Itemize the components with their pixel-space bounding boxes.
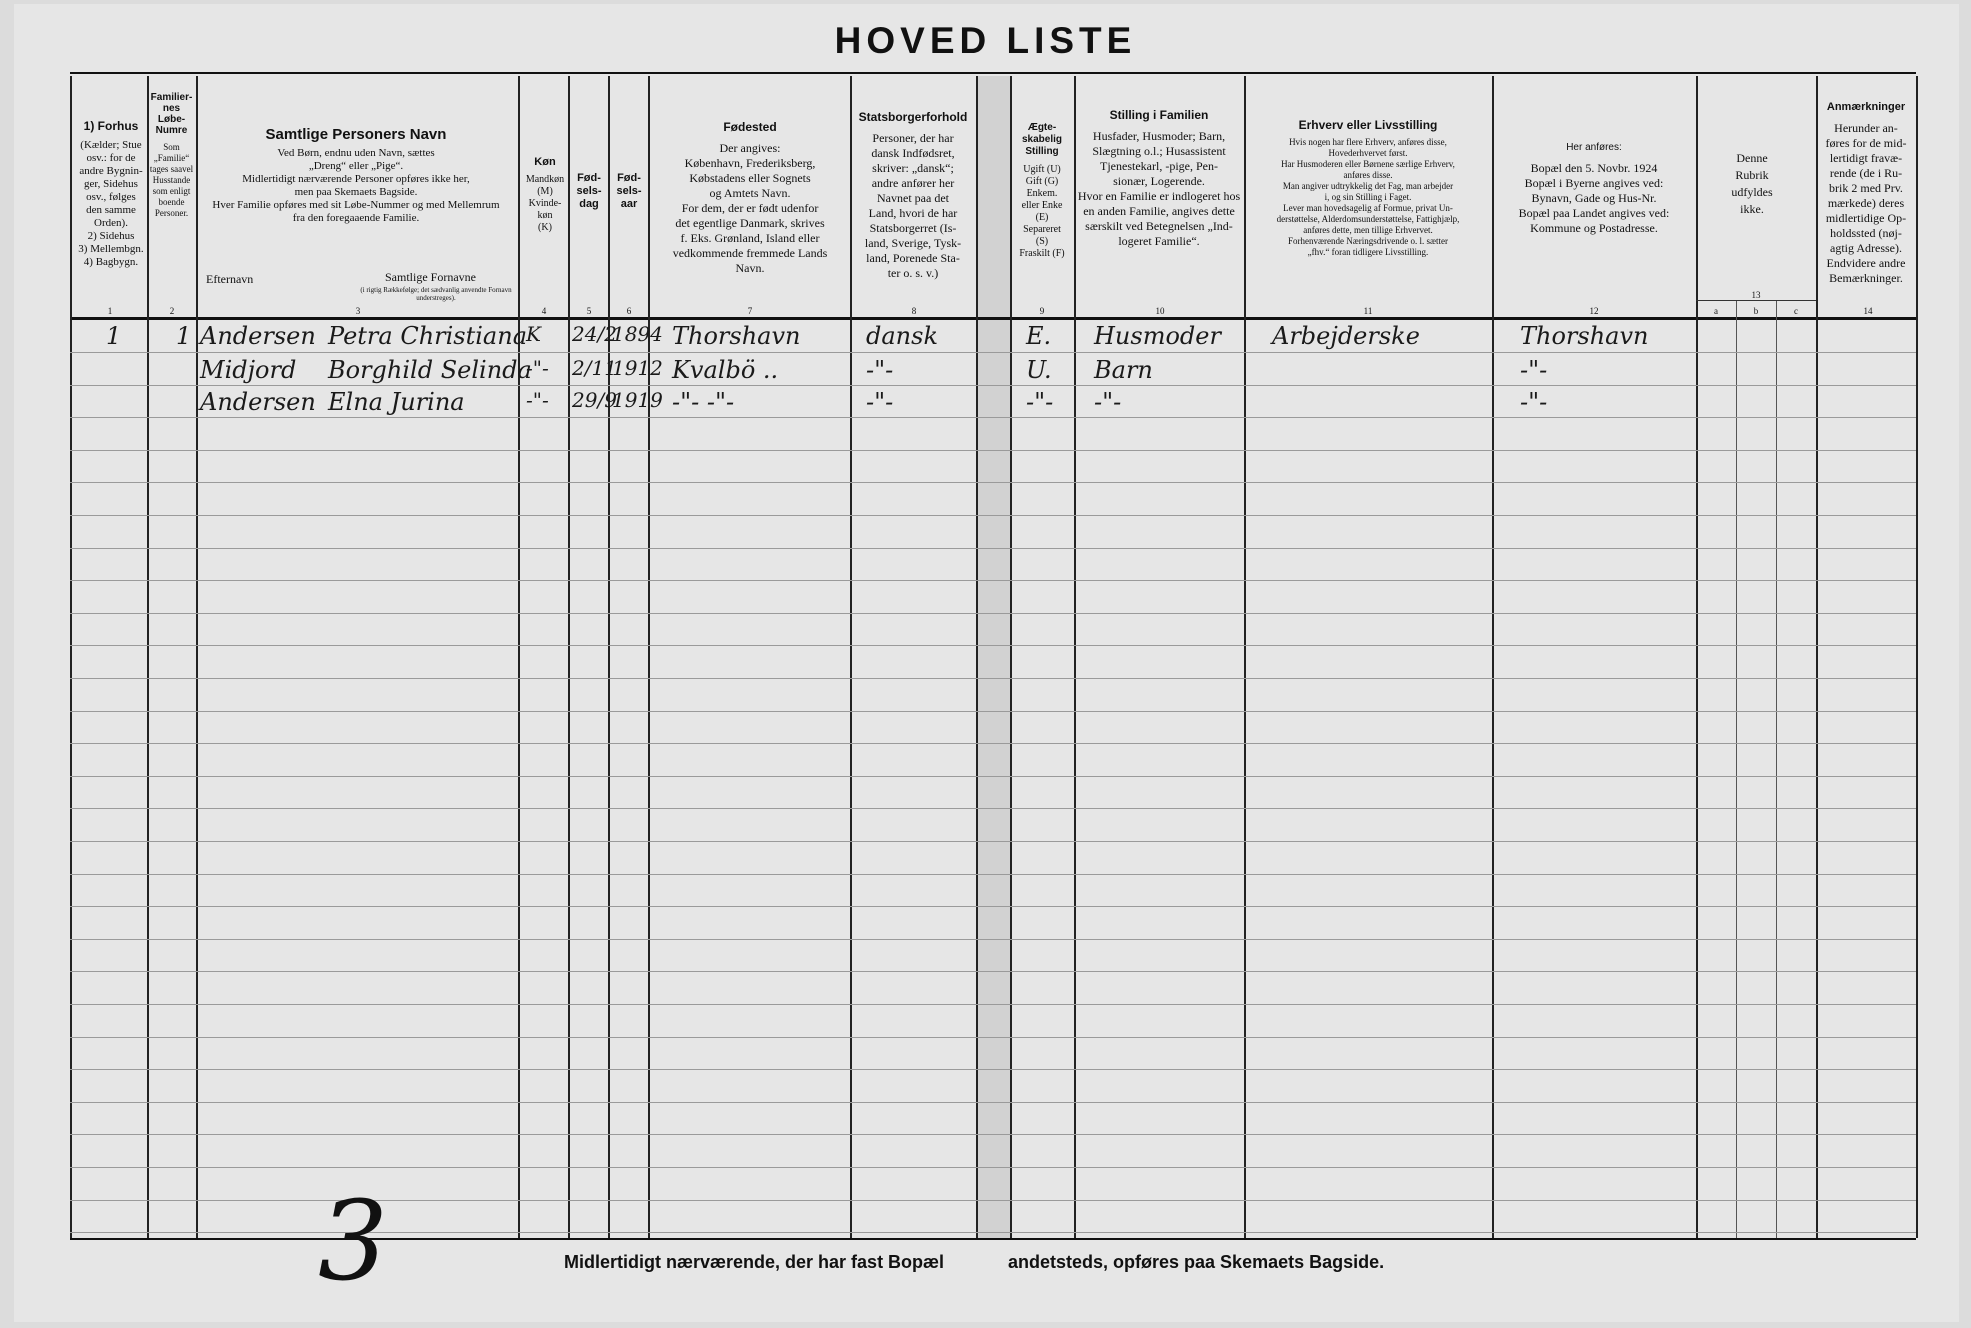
header-line: Husstande — [152, 175, 191, 185]
ruled-line — [70, 385, 1916, 386]
col13-sub-rule — [1696, 300, 1816, 301]
header-line: midlertidige Op- — [1825, 211, 1907, 225]
entry-fodested: Thorshavn — [672, 322, 801, 350]
ruled-line — [70, 352, 1916, 353]
header-line: (E) — [1035, 212, 1049, 223]
col10-header: Stilling i Familien Husfader, Husmoder; Barn, Slægtning o.l.; Husassistent Tjenestekarl, -pige, Pen- sionær, Logerende. Hvor en Familie er indlogeret hos en anden Familie, angives dette særskilt ved Betegnelsen „Ind- logeret Familie“. — [1077, 108, 1241, 248]
header-line: mærkede) deres — [1827, 196, 1905, 210]
header-line: Mandkøn — [525, 174, 565, 185]
subcolumn-letter: c — [1794, 306, 1798, 316]
header-line: Personer. — [154, 208, 189, 218]
ruled-line — [70, 1134, 1916, 1135]
entry-efternavn: Andersen — [200, 322, 316, 350]
header-line: Midlertidigt nærværende Personer opføres ikke her, — [242, 173, 470, 185]
top-rule — [70, 72, 1916, 74]
entry-fornavne: Elna Jurina — [328, 388, 465, 416]
column-divider — [196, 76, 198, 1238]
entry-aegte: E. — [1026, 322, 1052, 350]
column-number: 1 — [107, 306, 113, 316]
header-line: ger, Sidehus — [84, 178, 138, 190]
col8-header: Statsborgerforhold Personer, der har dansk Indfødsret, skriver: „dansk“; andre anfører her Navnet paa det Land, hvori de har Statsborgerret (Is- land, Sverige, Tysk- land, Porenede Sta- ter o. s. v.) — [852, 110, 974, 281]
col13-header — [1702, 150, 1802, 218]
col3-header: Samtlige Personers Navn Ved Børn, endnu uden Navn, sættes „Dreng“ eller „Pige“. Midlertidigt nærværende Personer opføres ikke her, men paa Skemaets Bagside. Hver Familie opføres med sit Løbe-Nummer og med Mellemrum fra den foregaaende Familie. — [200, 128, 512, 225]
column-divider — [1916, 76, 1918, 1238]
subcolumn-letter: b — [1753, 306, 1759, 316]
header-line: Tjenestekarl, -pige, Pen- — [1100, 159, 1218, 173]
column-divider — [648, 76, 650, 1238]
header-line: anføres dette, men tillige Erhvervet. — [1303, 225, 1433, 235]
entry-fornavne: Petra Christiana — [328, 322, 528, 350]
header-line: (K) — [538, 222, 552, 233]
ruled-line — [70, 906, 1916, 907]
header-line: Har Husmoderen eller Børnene særlige Erhverv, — [1281, 159, 1455, 169]
header-line: boende — [158, 197, 185, 207]
header-line: som enligt — [152, 186, 191, 196]
header-line: den samme — [86, 204, 136, 216]
ruled-line — [70, 808, 1916, 809]
header-line: Gift (G) — [1025, 176, 1059, 187]
header-line: Bopæl i Byerne angives ved: — [1524, 176, 1664, 190]
header-line: og Amtets Navn. — [709, 186, 791, 200]
header-line: fra den foregaaende Familie. — [292, 212, 420, 224]
entry-efternavn: Midjord — [200, 356, 297, 384]
column-divider — [1736, 300, 1737, 1238]
entry-kon: -"- — [526, 388, 549, 412]
ruled-line — [70, 515, 1916, 516]
col14-header: Anmærkninger Herunder an- føres for de mid- lertidigt fravæ- rende (de i Ru- brik 2 med Prv. mærkede) deres midlertidige Op- holdssted (nøj- agtig Adresse). Endvidere andre Bemærkninger. — [1818, 100, 1914, 286]
header-line: Statsborgerret (Is- — [869, 221, 957, 235]
ruled-line — [70, 971, 1916, 972]
ruled-line — [70, 450, 1916, 451]
header-line: Navn. — [735, 261, 765, 275]
page-title: HOVED LISTE — [834, 20, 1137, 61]
entry-col2: 1 — [176, 322, 192, 350]
header-line: (Kælder; Stue — [80, 139, 142, 151]
column-number: 3 — [355, 306, 361, 316]
entry-stat: -"- — [866, 356, 894, 384]
page-number: 3 — [318, 1177, 388, 1305]
col6-header: Fød-sels-aar — [616, 172, 642, 210]
header-line: tages saavel — [149, 164, 194, 174]
entry-fornavne: Borghild Selinda — [328, 356, 532, 384]
header-line: føres for de mid- — [1825, 136, 1907, 150]
col7-header: Fødested Der angives: København, Frederiksberg, Købstadens eller Sognets og Amtets Navn. For dem, der er født udenfor det egentlige Danmark, skrives f. Eks. Grønland, Island eller vedkommende fremmede Lands Navn. — [652, 120, 848, 276]
col7-lines — [652, 141, 848, 276]
header-line: anføres disse. — [1343, 170, 1393, 180]
col5-header: Fød-sels-dag — [576, 172, 602, 210]
header-line: Slægtning o.l.; Husassistent — [1092, 144, 1226, 158]
header-line: Herunder an- — [1834, 121, 1898, 135]
header-line: Orden). — [94, 217, 128, 229]
column-divider — [1492, 76, 1494, 1238]
ruled-line — [70, 548, 1916, 549]
entry-fodested: -"- -"- — [672, 388, 735, 416]
column-number: 13 — [1751, 290, 1761, 300]
page-gutter — [976, 76, 1010, 1238]
header-line: vedkommende fremmede Lands — [672, 246, 828, 260]
ruled-line — [70, 874, 1916, 875]
column-divider — [518, 76, 520, 1238]
column-divider — [976, 76, 978, 1238]
col9-lines — [1012, 164, 1072, 260]
header-line: Husfader, Husmoder; Barn, — [1092, 129, 1226, 143]
col12-header: Her anføres: Bopæl den 5. Novbr. 1924 Bopæl i Byerne angives ved: Bynavn, Gade og Hus-Nr. Bopæl paa Landet angives ved: Kommune og Postadresse. — [1496, 140, 1692, 236]
col14-lines — [1818, 121, 1914, 286]
entry-aegte: -"- — [1026, 388, 1054, 416]
ruled-line — [70, 482, 1916, 483]
header-line: land, Sverige, Tysk- — [864, 236, 962, 250]
entry-dag: 2/11 — [572, 356, 617, 380]
column-number: 7 — [747, 306, 753, 316]
ruled-line — [70, 1167, 1916, 1168]
col2-header: Familier-nes Løbe-Numre Som „Familie“ tages saavel Husstande som enligt boende Personer. — [149, 92, 194, 218]
column-number: 10 — [1155, 306, 1165, 316]
header-bottom-rule — [70, 317, 1916, 320]
column-number: 12 — [1589, 306, 1599, 316]
header-line: osv., følges — [86, 191, 136, 203]
col13-heading: Denne Rubrik udfyldes ikke. — [1731, 151, 1773, 216]
header-line: Endvidere andre — [1826, 256, 1906, 270]
ruled-line — [70, 1069, 1916, 1070]
header-line: „fhv.“ foran tidligere Livsstilling. — [1307, 247, 1429, 257]
header-line: Kommune og Postadresse. — [1530, 221, 1658, 235]
header-line: 2) Sidehus — [87, 230, 135, 242]
header-line: sionær, Logerende. — [1113, 174, 1205, 188]
entry-aar: 1912 — [612, 356, 663, 380]
entry-stilling: -"- — [1094, 388, 1122, 416]
ruled-line — [70, 743, 1916, 744]
header-line: holdssted (nøj- — [1830, 226, 1902, 240]
column-number: 6 — [626, 306, 632, 316]
header-line: For dem, der er født udenfor — [681, 201, 819, 215]
header-line: skriver: „dansk“; — [872, 161, 954, 175]
header-line: 4) Bagbygn. — [83, 256, 139, 268]
column-number: 5 — [586, 306, 592, 316]
col11-lines — [1246, 137, 1490, 258]
header-line: Kvinde- — [528, 198, 562, 209]
header-line: Der angives: — [719, 141, 781, 155]
header-line: Bopæl paa Landet angives ved: — [1518, 206, 1670, 220]
header-line: land, Porenede Sta- — [866, 251, 960, 265]
entry-kon: -"- — [526, 356, 549, 380]
footer-left: Midlertidigt nærværende, der har fast Bopæl — [564, 1252, 945, 1272]
column-number: 2 — [169, 306, 175, 316]
ruled-line — [70, 580, 1916, 581]
footer-right: andetsteds, opføres paa Skemaets Bagside. — [1008, 1252, 1385, 1272]
ruled-line — [70, 645, 1916, 646]
header-line: Bemærkninger. — [1829, 271, 1903, 285]
header-line: Separeret — [1023, 224, 1061, 235]
header-line: osv.: for de — [86, 152, 136, 164]
entry-kon: K — [526, 322, 541, 346]
column-divider — [1696, 76, 1698, 1238]
header-line: men paa Skemaets Bagside. — [294, 186, 418, 198]
header-line: Ugift (U) — [1023, 164, 1061, 175]
header-line: Man angiver udtrykkelig det Fag, man arbejder — [1282, 181, 1454, 191]
entry-stilling: Husmoder — [1094, 322, 1221, 350]
entry-aar: 1919 — [612, 388, 663, 412]
col3-sub-note: (i rigtig Rækkefølge; det sædvanlig anvendte Fornavn understreges). — [360, 286, 512, 302]
entry-erhverv: Arbejderske — [1272, 322, 1420, 350]
entry-stilling: Barn — [1094, 356, 1153, 384]
col3-lines — [200, 147, 512, 225]
entry-stat: dansk — [866, 322, 938, 350]
entry-dag: 24/2 — [572, 322, 617, 346]
column-number: 14 — [1863, 306, 1873, 316]
header-line: det egentlige Danmark, skrives — [675, 216, 825, 230]
header-line: Købstadens eller Sognets — [689, 171, 811, 185]
header-line: Hvis nogen har flere Erhverv, anføres disse, — [1289, 137, 1447, 147]
header-line: agtig Adresse). — [1830, 241, 1902, 255]
ruled-line — [70, 678, 1916, 679]
entry-dag: 29/9 — [572, 388, 617, 412]
header-line: Bopæl den 5. Novbr. 1924 — [1530, 161, 1658, 175]
col1-header: 1) Forhus (Kælder; Stue osv.: for de andre Bygnin- ger, Sidehus osv., følges den samme Orden). 2) Sidehus 3) Mellembgn. 4) Bagbygn. — [74, 120, 148, 269]
header-line: Land, hvori de har — [868, 206, 958, 220]
ruled-line — [70, 1037, 1916, 1038]
ruled-line — [70, 613, 1916, 614]
header-line: Bynavn, Gade og Hus-Nr. — [1531, 191, 1657, 205]
ruled-line — [70, 1004, 1916, 1005]
header-line: køn — [537, 210, 553, 221]
col2-lines — [149, 142, 194, 219]
header-line: f. Eks. Grønland, Island eller — [680, 231, 820, 245]
header-line: brik 2 med Prv. — [1829, 181, 1903, 195]
col9-header: Ægte-skabelig Stilling Ugift (U) Gift (G) Enkem. eller Enke (E) Separeret (S) Fraskilt (F) — [1012, 122, 1072, 260]
entry-bopael: Thorshavn — [1520, 322, 1649, 350]
header-line: logeret Familie“. — [1118, 234, 1200, 248]
header-line: København, Frederiksberg, — [684, 156, 816, 170]
header-line: Lever man hovedsagelig af Formue, privat Un- — [1283, 203, 1453, 213]
ruled-line — [70, 776, 1916, 777]
subcolumn-letter: a — [1714, 306, 1718, 316]
ruled-line — [70, 939, 1916, 940]
header-line: Hver Familie opføres med sit Løbe-Nummer og med Mellemrum — [212, 199, 500, 211]
column-number: 9 — [1039, 306, 1045, 316]
header-line: (M) — [537, 186, 553, 197]
entry-aar: 1894 — [612, 322, 663, 346]
col3-sub-left: Efternavn — [206, 272, 254, 286]
header-line: andre anfører her — [871, 176, 955, 190]
col12-lines — [1496, 161, 1692, 236]
header-line: særskilt ved Betegnelsen „Ind- — [1085, 219, 1233, 233]
header-line: derstøttelse, Alderdomsunderstøttelse, Fattighjælp, — [1276, 214, 1460, 224]
entry-stat: -"- — [866, 388, 894, 416]
col11-header: Erhverv eller Livsstilling Hvis nogen har flere Erhverv, anføres disse, Hovederhvervet først. Har Husmoderen eller Børnene særlige Erhverv, anføres disse. Man angiver udtrykkelig det Fag, man arbejder i, og sin Stilling i Faget. Lever man hovedsagelig af Formue, privat Un- derstøttelse, Alderdomsunderstøttelse, Fattighjælp, anføres dette, men tillige Erhvervet. Forhenværende Næringsdrivende o. l. sætter „fhv.“ foran tidligere Livsstilling. — [1246, 120, 1490, 258]
header-line: Hovederhvervet først. — [1328, 148, 1408, 158]
header-line: (S) — [1035, 236, 1049, 247]
header-line: Enkem. — [1026, 188, 1058, 199]
ruled-line — [70, 417, 1916, 418]
header-line: dansk Indfødsret, — [871, 146, 955, 160]
col4-lines — [520, 174, 570, 234]
entry-bopael: -"- — [1520, 388, 1548, 416]
header-line: Som „Familie“ — [153, 142, 190, 163]
column-number: 8 — [911, 306, 917, 316]
col10-lines — [1076, 129, 1242, 249]
entry-efternavn: Andersen — [200, 388, 316, 416]
column-divider — [1776, 300, 1777, 1238]
col3-sub-right: Samtlige Fornavne — [385, 270, 476, 284]
entry-aegte: U. — [1026, 356, 1052, 384]
column-divider — [1074, 76, 1076, 1238]
column-number: 4 — [541, 306, 547, 316]
col4-header: Køn Mandkøn (M) Kvinde- køn (K) — [520, 156, 570, 234]
ruled-line — [70, 841, 1916, 842]
header-line: Ved Børn, endnu uden Navn, sættes — [277, 147, 435, 159]
column-divider — [568, 76, 570, 1238]
header-line: 3) Mellembgn. — [78, 243, 144, 255]
header-line: Personer, der har — [872, 131, 954, 145]
entry-bopael: -"- — [1520, 356, 1548, 384]
entry-fodested: Kvalbö .. — [672, 356, 779, 384]
ruled-line — [70, 1102, 1916, 1103]
header-line: Fraskilt (F) — [1019, 248, 1065, 259]
col8-lines — [852, 131, 974, 281]
entry-col1: 1 — [106, 322, 122, 350]
header-line: andre Bygnin- — [79, 165, 143, 177]
header-line: ter o. s. v.) — [887, 266, 939, 280]
header-line: en anden Familie, angives dette — [1083, 204, 1235, 218]
header-line: rende (de i Ru- — [1829, 166, 1903, 180]
header-line: Navnet paa det — [877, 191, 949, 205]
header-line: Forhenværende Næringsdrivende o. l. sætter — [1288, 236, 1448, 246]
col1-lines — [74, 139, 148, 269]
header-line: i, og sin Stilling i Faget. — [1324, 192, 1412, 202]
ruled-line — [70, 711, 1916, 712]
column-divider — [70, 76, 72, 1238]
column-divider — [608, 76, 610, 1238]
header-line: Hvor en Familie er indlogeret hos — [1077, 189, 1241, 203]
header-line: eller Enke — [1021, 200, 1063, 211]
header-line: „Dreng“ eller „Pige“. — [308, 160, 404, 172]
header-line: lertidigt fravæ- — [1829, 151, 1903, 165]
column-number: 11 — [1363, 306, 1373, 316]
